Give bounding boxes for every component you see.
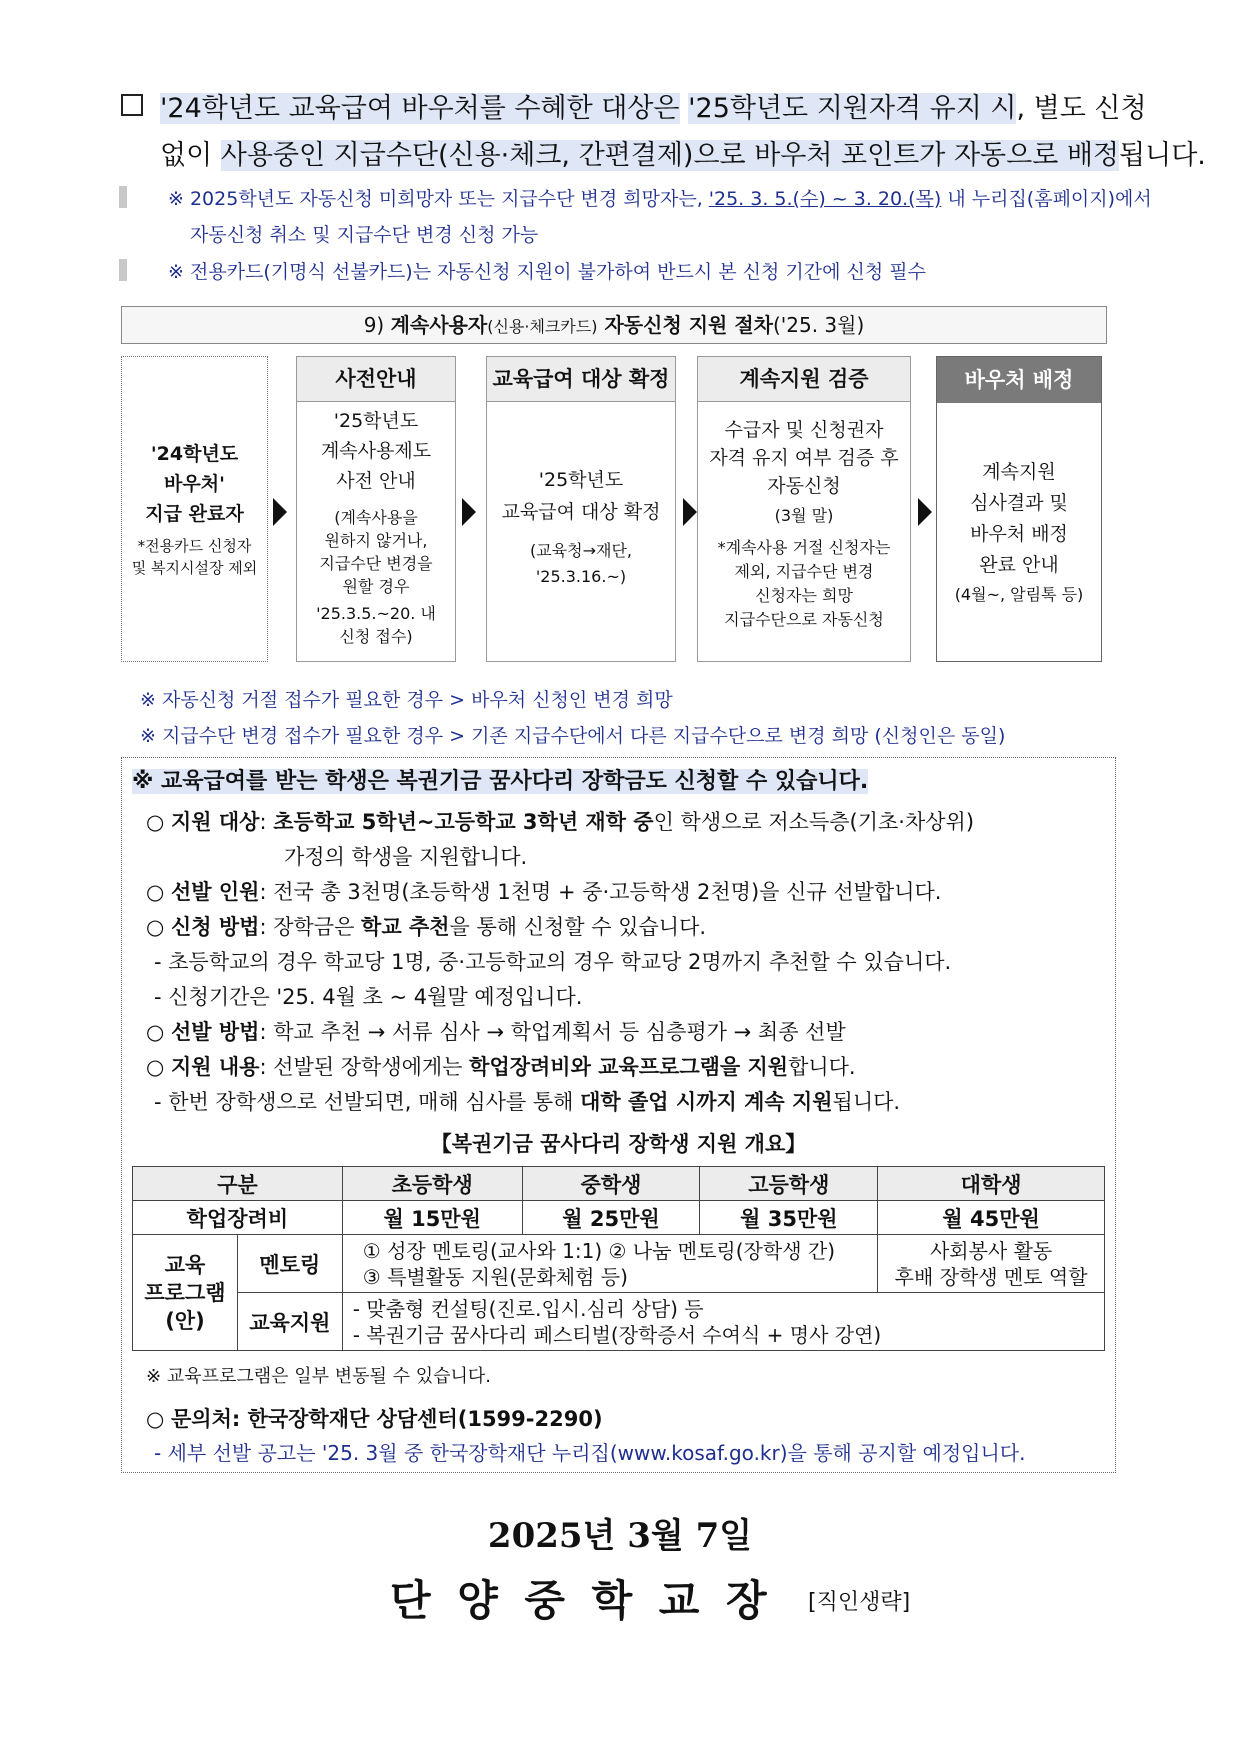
intro-highlight-2: '25학년도 지원자격 유지 시 [688, 93, 1017, 124]
step-text: 계속사용제도 [320, 440, 432, 462]
edu-support-line: - 맞춤형 컨설팅(진로.입시.심리 상담) 등 [352, 1296, 704, 1321]
mentoring-line: ① 성장 멘토링(교사와 1:1) ② 나눔 멘토링(장학생 간) [362, 1238, 835, 1263]
item-text: : 장학금은 [259, 915, 362, 939]
arrow-right-icon [683, 498, 697, 526]
program-label: (안) [165, 1308, 205, 1333]
cell-allowance-elementary: 월 15만원 [342, 1201, 522, 1235]
item-target-cont: 가정의 학생을 지원합니다. [284, 845, 528, 869]
step-sub: 제외, 지급수단 변경 [734, 562, 874, 581]
mentoring-univ-line: 후배 장학생 멘토 역할 [894, 1264, 1088, 1289]
table-row [133, 1201, 1105, 1235]
item-text: 됩니다. [832, 1090, 901, 1114]
procedure-note-2: ※ 지급수단 변경 접수가 필요한 경우 > 기존 지급수단에서 다른 지급수단으로 변경 희망 (신청인은 동일) [140, 725, 1006, 747]
note-1-cont: 자동신청 취소 및 지급수단 변경 신청 가능 [190, 224, 539, 246]
step-eligible [121, 356, 268, 662]
step-sub: 원할 경우 [342, 577, 410, 596]
note-2: ※ 전용카드(기명식 선불카드)는 자동신청 지원이 불가하여 반드시 본 신청 기간에 신청 필수 [168, 261, 926, 283]
step-sub: 신청자는 희망 [755, 586, 853, 605]
step-confirm-target [486, 356, 676, 662]
cell-allowance-middle: 월 25만원 [522, 1201, 700, 1235]
program-label: 프로그램 [144, 1280, 226, 1305]
step-sub: (4월~, 알림톡 등) [954, 585, 1084, 604]
item-target: ○ 지원 대상: 초등학교 5학년~고등학교 3학년 재학 중인 학생으로 저소득층(기초·차상위) [146, 810, 975, 834]
intro-line-2 [160, 133, 1206, 172]
item-label: 선발 방법 [171, 1020, 260, 1044]
title-bold: 계속사용자 [390, 313, 488, 337]
table-header-row [133, 1167, 1105, 1201]
intro-text: 됩니다. [1119, 140, 1206, 171]
program-note: ※ 교육프로그램은 일부 변동될 수 있습니다. [146, 1366, 492, 1387]
step-note: 및 복지시설장 제외 [131, 559, 258, 577]
note-text: 내 누리집(홈페이지)에서 [941, 188, 1152, 210]
item-label: 문의처 [171, 1407, 232, 1431]
step-text: 심사결과 및 [970, 492, 1068, 514]
item-method-detail-2: - 신청기간은 '25. 4월 초 ~ 4월말 예정입니다. [154, 985, 583, 1009]
step-text: 자동신청 [767, 475, 841, 497]
step-header: 사전안내 [297, 357, 455, 402]
intro-text: , 별도 신청 [1016, 93, 1147, 124]
step-header: 계속지원 검증 [698, 357, 910, 402]
step-text: 교육급여 대상 확정 [501, 501, 661, 523]
item-label: 지원 내용 [171, 1055, 260, 1079]
note-period: '25. 3. 5.(수) ~ 3. 20.(목) [708, 188, 942, 210]
step-header-dark: 바우처 배정 [937, 357, 1101, 403]
step-text: 지급 완료자 [145, 503, 244, 525]
edu-support-line: - 복권기금 꿈사다리 페스티벌(장학증서 수여식 + 명사 강연) [352, 1322, 882, 1347]
item-count: ○ 선발 인원: 전국 총 3천명(초등학생 1천명 + 중·고등학생 2천명)을 신규 선발합니다. [146, 880, 942, 904]
arrow-right-icon [462, 498, 476, 526]
support-table [132, 1166, 1105, 1351]
announcement: - 세부 선발 공고는 '25. 3월 중 한국장학재단 누리집(www.kosaf.go.kr)을 통해 공지할 예정입니다. [154, 1441, 1026, 1465]
intro-highlight-3: 사용중인 지급수단(신용·체크, 간편결제)으로 바우처 포인트가 자동으로 배정 [220, 140, 1120, 171]
step-sub: 지급수단으로 자동신청 [724, 610, 884, 629]
table-row [133, 1235, 1105, 1293]
cell-mentoring-university [878, 1235, 1105, 1293]
step-text: 바우처 배정 [970, 523, 1068, 545]
item-contact: ○ 문의처: 한국장학재단 상담센터(1599-2290) [146, 1407, 603, 1431]
step-text: 완료 안내 [979, 554, 1059, 576]
step-note: *전용카드 신청자 [137, 537, 252, 555]
table-row [133, 1293, 1105, 1351]
item-text: : 선발된 장학생에게는 [259, 1055, 470, 1079]
item-bold: 대학 졸업 시까지 계속 지원 [580, 1090, 833, 1114]
header-university: 대학생 [878, 1167, 1105, 1201]
item-text: 합니다. [788, 1055, 856, 1079]
step-sub: *계속사용 거절 신청자는 [717, 538, 891, 557]
item-label: 신청 방법 [171, 915, 260, 939]
procedure-note-1: ※ 자동신청 거절 접수가 필요한 경우 > 바우처 신청인 변경 희망 [140, 689, 673, 711]
item-bold: 학교 추천 [361, 915, 450, 939]
step-sub: (교육청→재단, [529, 541, 632, 560]
step-text: '25학년도 [538, 469, 624, 491]
header-elementary: 초등학생 [342, 1167, 522, 1201]
arrow-right-icon [273, 498, 287, 526]
note-bar [119, 186, 127, 208]
table-title: 【복권기금 꿈사다리 장학생 지원 개요】 [430, 1132, 807, 1156]
item-label: 지원 대상 [171, 810, 260, 834]
row-label-edu-support: 교육지원 [237, 1293, 342, 1351]
footer-date: 2025년 3월 7일 [487, 1516, 753, 1556]
intro-highlight-1: '24학년도 교육급여 바우처를 수혜한 대상은 [160, 93, 680, 124]
step-sub: '25.3.5.~20. 내 [316, 604, 436, 623]
row-label-program [133, 1235, 238, 1351]
step-text: '24학년도 [150, 443, 239, 465]
cell-allowance-university: 월 45만원 [878, 1201, 1105, 1235]
intro-line-1 [160, 86, 1147, 125]
cell-mentoring [342, 1235, 877, 1293]
item-text: : 전국 총 3천명(초등학생 1천명 + 중·고등학생 2천명)을 신규 선발합니다. [259, 880, 942, 904]
step-voucher-assign [936, 356, 1102, 662]
item-text: - 한번 장학생으로 선발되면, 매해 심사를 통해 [154, 1090, 581, 1114]
item-support: ○ 지원 내용: 선발된 장학생에게는 학업장려비와 교육프로그램을 지원합니다. [146, 1055, 856, 1079]
item-bold: 초등학교 5학년~고등학교 3학년 재학 중 [273, 810, 654, 834]
intro-text: 없이 [160, 140, 221, 171]
note-bar [119, 259, 127, 281]
step-text: 사전 안내 [336, 470, 416, 492]
title-small: (신용·체크카드) [487, 317, 598, 336]
arrow-right-icon [918, 498, 932, 526]
header-middle: 중학생 [522, 1167, 700, 1201]
step-text: 수급자 및 신청권자 [724, 419, 884, 441]
note-text: ※ 2025학년도 자동신청 미희망자 또는 지급수단 변경 희망자는, [168, 188, 709, 210]
item-selection: ○ 선발 방법: 학교 추천 → 서류 심사 → 학업계획서 등 심층평가 → 최종 선발 [146, 1020, 846, 1044]
header-high: 고등학생 [700, 1167, 878, 1201]
step-sub: 지급수단 변경을 [319, 554, 433, 573]
step-text: 자격 유지 여부 검증 후 [709, 447, 899, 469]
title-date: ('25. 3월) [772, 313, 865, 337]
step-sub: '25.3.16.~) [535, 567, 627, 586]
step-sub: (계속사용을 [334, 508, 418, 527]
step-text: 계속지원 [982, 461, 1056, 483]
step-text: '25학년도 [333, 410, 419, 432]
title-number: 9) [363, 313, 391, 337]
item-text: 인 학생으로 저소득층(기초·차상위) [653, 810, 975, 834]
cell-edu-support [342, 1293, 1104, 1351]
step-verify [697, 356, 911, 662]
item-method-detail-1: - 초등학교의 경우 학교당 1명, 중·고등학교의 경우 학교당 2명까지 추천할 수 있습니다. [154, 950, 952, 974]
mentoring-line: ③ 특별활동 지원(문화체험 등) [362, 1264, 628, 1289]
item-bold: 학업장려비와 교육프로그램을 지원 [469, 1055, 789, 1079]
footer-issuer: 단 양 중 학 교 장 [390, 1576, 773, 1625]
checkbox-square-icon [121, 94, 143, 116]
item-method: ○ 신청 방법: 장학금은 학교 추천을 통해 신청할 수 있습니다. [146, 915, 707, 939]
row-label-allowance: 학업장려비 [133, 1201, 343, 1235]
item-text: : 학교 추천 → 서류 심사 → 학업계획서 등 심층평가 → 최종 선발 [259, 1020, 846, 1044]
step-sub: (3월 말) [774, 506, 834, 525]
mentoring-univ-line: 사회봉사 활동 [929, 1238, 1053, 1263]
item-support-detail [154, 1086, 900, 1116]
cell-allowance-high: 월 35만원 [700, 1201, 878, 1235]
note-1 [168, 184, 1152, 211]
row-label-mentoring: 멘토링 [237, 1235, 342, 1293]
item-label: 선발 인원 [171, 880, 260, 904]
footer-seal-note: [직인생략] [808, 1590, 911, 1615]
step-sub: 신청 접수) [339, 627, 413, 646]
scholarship-heading [132, 764, 868, 795]
program-label: 교육 [164, 1252, 206, 1277]
step-pre-notice [296, 356, 456, 662]
item-text: 을 통해 신청할 수 있습니다. [449, 915, 707, 939]
step-sub: 원하지 않거나, [324, 531, 428, 550]
header-category: 구분 [133, 1167, 343, 1201]
item-bold: : 한국장학재단 상담센터(1599-2290) [231, 1407, 603, 1431]
title-bold-2: 자동신청 지원 절차 [597, 313, 773, 337]
scholarship-heading-text: ※ 교육급여를 받는 학생은 복권기금 꿈사다리 장학금도 신청할 수 있습니다. [132, 769, 869, 794]
step-header: 교육급여 대상 확정 [487, 357, 675, 402]
procedure-title [121, 306, 1107, 344]
step-text: 바우처' [164, 473, 225, 495]
